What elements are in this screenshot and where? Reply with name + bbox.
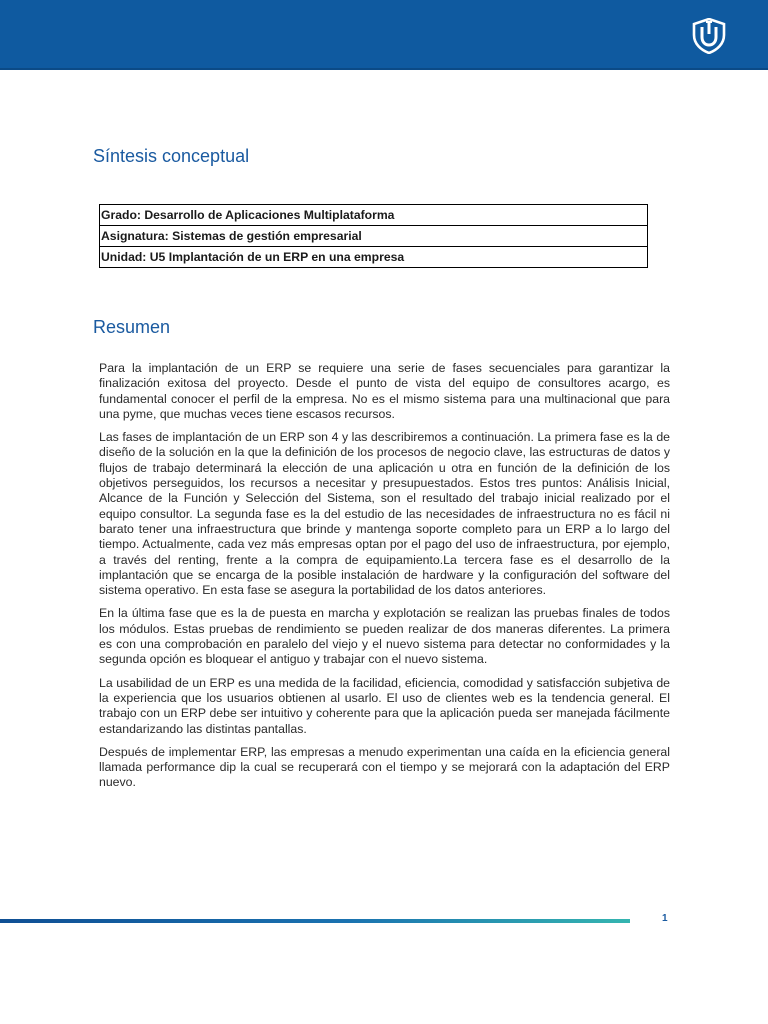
footer-divider [0,919,630,923]
paragraph: Las fases de implantación de un ERP son 4 y las describiremos a continuación. La primera fase es la de diseño de la solución en la que la definición de los procesos de negocio clave, las estructuras de datos y flujos de trabajo determinará la elección de una aplicación u otra en función de la definición de los objetivos perseguidos, los recursos a necesitar y presupuestados. Estos tres puntos: Análisis Inicial, Alcance de la Función y Selección del Sistema, son el resultado del trabajo inicial realizado por el equipo consultor. La segunda fase es la del estudio de las necesidades de infraestructura no es fácil ni barato tener una infraestructura que brinde y mantenga soporte completo para un ERP a lo largo del tiempo. Actualmente, cada vez más empresas optan por el pago del uso de infraestructura, por ejemplo, a través del renting, frente a la compra de equipamiento.La tercera fase es el desarrollo de la implantación que se encarga de la posible instalación de hardware y la configuración del software del sistema operativo. En esta fase se asegura la portabilidad de los datos anteriores. [99,430,670,598]
paragraph: En la última fase que es la de puesta en marcha y explotación se realizan las pruebas finales de todos los módulos. Estas pruebas de rendimiento se pueden realizar de dos maneras diferentes. La primera es con una comprobación en paralelo del viejo y el nuevo sistema para detectar no conformidades y la segunda opción es bloquear el antiguo y trabajar con el nuevo sistema. [99,606,670,667]
grado-cell: Grado: Desarrollo de Aplicaciones Multiplataforma [100,205,648,226]
summary-body [99,361,670,799]
course-info-table [99,204,648,268]
header-bar [0,0,768,70]
paragraph: La usabilidad de un ERP es una medida de la facilidad, eficiencia, comodidad y satisfacción subjetiva de la experiencia que los usuarios obtienen al usarlo. El uso de clientes web es la tendencia general. El trabajo con un ERP debe ser intuitivo y coherente para que la aplicación pueda ser manejada fácilmente estandarizando las distintas pantallas. [99,675,670,736]
table-row [100,226,648,247]
table-row [100,205,648,226]
page-number: 1 [662,913,668,924]
shield-logo-icon [692,18,726,54]
paragraph: Después de implementar ERP, las empresas a menudo experimentan una caída en la eficiencia general llamada performance dip la cual se recuperará con el tiempo y se mejorará con la adaptación del ERP nuevo. [99,744,670,790]
page-title: Síntesis conceptual [93,146,250,166]
unidad-cell: Unidad: U5 Implantación de un ERP en una empresa [100,247,648,268]
asignatura-cell: Asignatura: Sistemas de gestión empresarial [100,226,648,247]
section-heading-resumen: Resumen [93,317,171,337]
table-row [100,247,648,268]
paragraph: Para la implantación de un ERP se requiere una serie de fases secuenciales para garantizar la finalización exitosa del proyecto. Desde el punto de vista del equipo de consultores acargo, es fundamental conocer el perfil de la empresa. No es el mismo sistema para una multinacional que para una pyme, que muchas veces tiene escasos recursos. [99,361,670,421]
